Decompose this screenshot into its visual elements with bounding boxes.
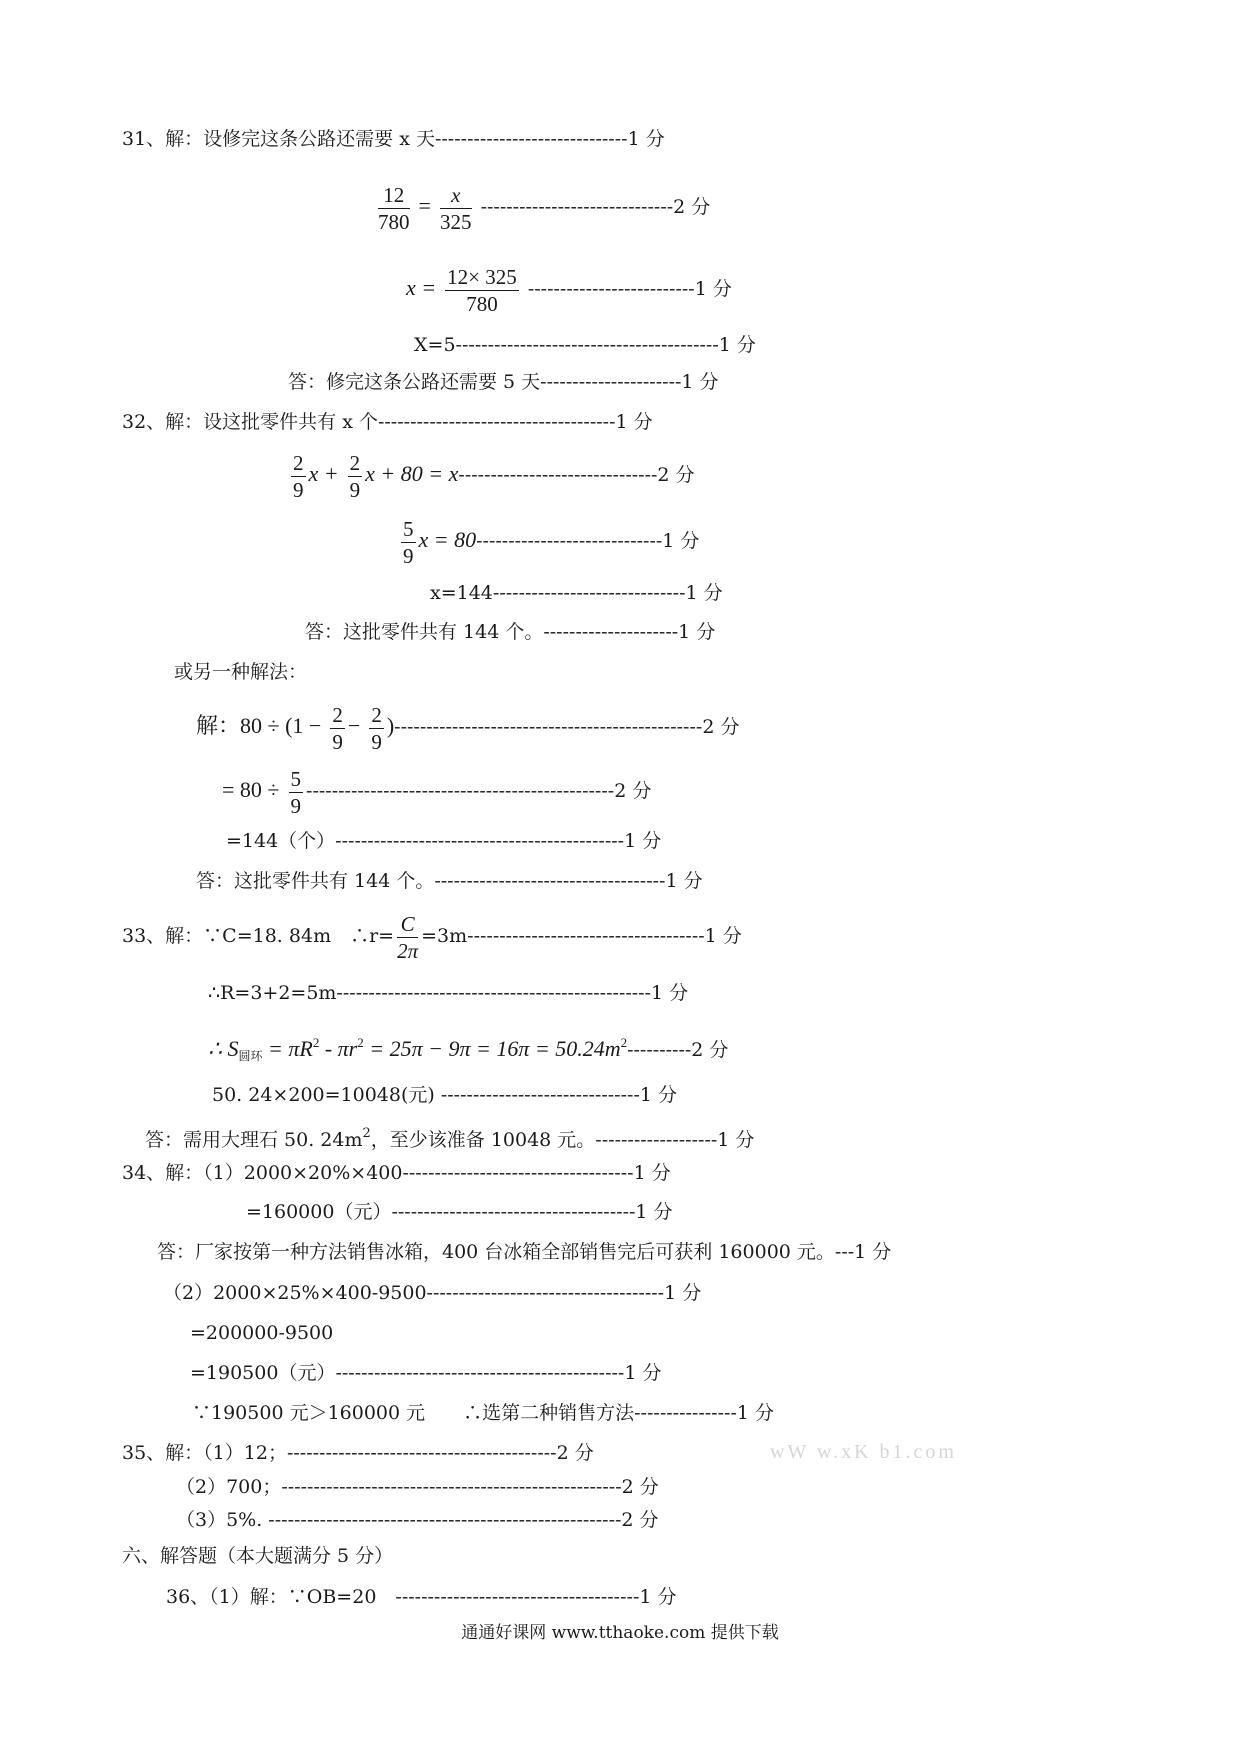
fraction: $\frac{12}{780}$ bbox=[378, 182, 410, 234]
page-footer: 通通好课网 www.tthaoke.com 提供下载 bbox=[461, 1623, 779, 1643]
q34-line-3: （2）2000×25%×400-9500-------------------------------------1 分 bbox=[163, 1282, 702, 1304]
fraction: $\frac{C}{2\pi}$ bbox=[397, 911, 419, 963]
q34-line-4: =200000-9500 bbox=[190, 1322, 334, 1344]
section-6-title: 六、解答题（本大题满分 5 分） bbox=[122, 1545, 394, 1567]
q32-equation-2: $\frac{5}{9}$ x = 80-----------------------------1 分 bbox=[403, 516, 700, 568]
q32-alt-answer: 答：这批零件共有 144 个。------------------------------------1 分 bbox=[196, 870, 703, 892]
q33-line-2: ∴R=3+2=5m-------------------------------------------------1 分 bbox=[208, 982, 689, 1004]
fraction: $\frac{2}{9}$ bbox=[332, 702, 343, 754]
q31-equation-2: x = $\frac{12\times 325}{780}$ --------------------------1 分 bbox=[406, 264, 732, 316]
q32-alt-equation-1: 解：80 ÷ (1 − $\frac{2}{9}$ − $\frac{2}{9}$ )------------------------------------------------2 分 bbox=[196, 702, 740, 754]
q31-answer: 答：修完这条公路还需要 5 天----------------------1 分 bbox=[288, 371, 719, 393]
q32-equation-1: $\frac{2}{9}$ x + $\frac{2}{9}$ x + 80 = x-------------------------------2 分 bbox=[293, 450, 695, 502]
q31-equation-1: $\frac{12}{780}$ = $\frac{x}{325}$ ------------------------------2 分 bbox=[378, 182, 711, 234]
q32-alt-title: 或另一种解法： bbox=[174, 661, 308, 683]
q34-line-1: 34、解：（1）2000×20%×400------------------------------------1 分 bbox=[122, 1162, 671, 1184]
q33-line-4: 50. 24×200=10048(元) -------------------------------1 分 bbox=[212, 1084, 677, 1106]
q34-answer: 答：厂家按第一种方法销售冰箱，400 台冰箱全部销售完后可获利 160000 元。---1 分 bbox=[157, 1241, 892, 1263]
q33-answer: 答：需用大理石 50. $24m^2$，至少该准备 10048 元。-------------------1 分 bbox=[145, 1126, 755, 1151]
q35-line-1: 35、解：（1）12；------------------------------------------2 分 bbox=[122, 1442, 594, 1464]
q32-line-1: 32、解：设这批零件共有 x 个-------------------------------------1 分 bbox=[122, 411, 653, 433]
q31-line-1: 31、解：设修完这条公路还需要 x 天------------------------------1 分 bbox=[122, 128, 665, 150]
q33-line-1: 33、解：∵C=18. 84m ∴r= $\frac{C}{2\pi}$ =3m-------------------------------------1 分 bbox=[122, 911, 742, 963]
q32-answer: 答：这批零件共有 144 个。---------------------1 分 bbox=[305, 621, 716, 643]
fraction: $\frac{x}{325}$ bbox=[440, 182, 472, 234]
q35-line-3: （3）5%. -------------------------------------------------------2 分 bbox=[176, 1509, 659, 1531]
q32-alt-equation-2: = 80 ÷ $\frac{5}{9}$ ------------------------------------------------2 分 bbox=[222, 766, 652, 818]
fraction: $\frac{12\times 325}{780}$ bbox=[447, 264, 517, 316]
fraction: $\frac{2}{9}$ bbox=[293, 450, 304, 502]
q36-line-1: 36、（1）解：∵OB=20 --------------------------------------1 分 bbox=[166, 1586, 677, 1608]
q32-line-4: x=144------------------------------1 分 bbox=[430, 582, 723, 604]
fraction: $\frac{2}{9}$ bbox=[371, 702, 382, 754]
q35-line-2: （2）700；-----------------------------------------------------2 分 bbox=[176, 1476, 659, 1498]
q34-line-6: ∵190500 元＞160000 元 ∴选第二种销售方法----------------1 分 bbox=[192, 1402, 774, 1424]
q34-line-5: =190500（元）---------------------------------------------1 分 bbox=[190, 1362, 662, 1384]
q31-line-4: X=5-----------------------------------------1 分 bbox=[414, 334, 756, 356]
watermark: wW w.xK b1.com bbox=[770, 1441, 957, 1463]
fraction: $\frac{5}{9}$ bbox=[403, 516, 414, 568]
q32-alt-line-3: =144（个）---------------------------------------------1 分 bbox=[226, 830, 662, 852]
fraction: $\frac{2}{9}$ bbox=[349, 450, 361, 502]
q34-line-2: =160000（元）--------------------------------------1 分 bbox=[246, 1201, 673, 1223]
fraction: $\frac{5}{9}$ bbox=[290, 766, 302, 818]
q33-line-3: ∴ $S_{圆环} = \pi R^2 - \pi r^2 = 25\pi - 9\pi = 16\pi = 50.24m^2----------2$ 分 bbox=[208, 1035, 729, 1063]
